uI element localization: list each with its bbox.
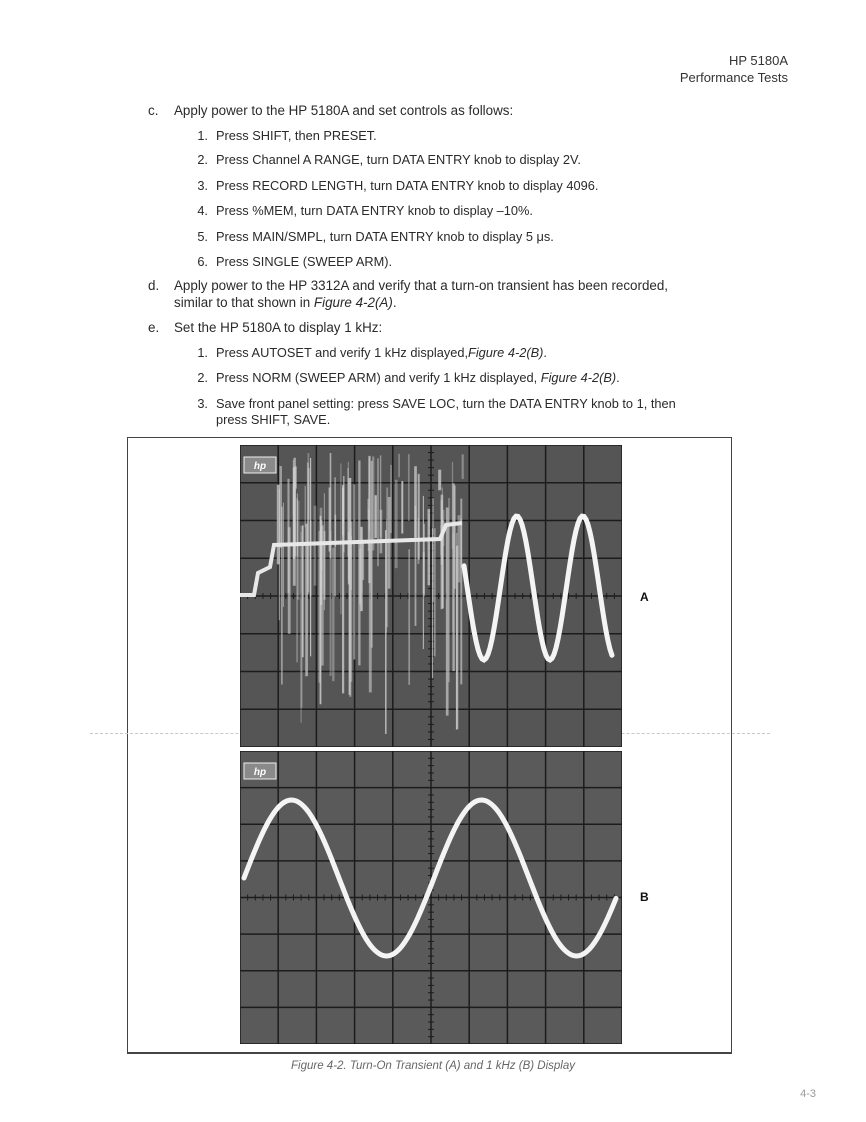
step-c-item-text: Press Channel A RANGE, turn DATA ENTRY knob to display 2V. <box>216 152 581 167</box>
header-section: Performance Tests <box>679 70 788 85</box>
screen-panel-a <box>240 445 622 747</box>
step-c-text: Apply power to the HP 5180A and set controls as follows: <box>174 103 514 118</box>
oscilloscope-screen-b <box>240 751 622 1044</box>
page-header <box>680 52 788 86</box>
step-c-item-text: Press SINGLE (SWEEP ARM). <box>216 254 393 269</box>
step-c-item-text: Press MAIN/SMPL, turn DATA ENTRY knob to display 5 μs. <box>216 229 554 244</box>
step-e-item-1-text: Press AUTOSET and verify 1 kHz displayed, <box>216 345 469 360</box>
step-c-item-number: 5. <box>197 229 208 244</box>
step-c-item-text: Press %MEM, turn DATA ENTRY knob to display –10%. <box>216 203 533 218</box>
oscilloscope-screen-a <box>240 445 622 747</box>
step-e-item-1-end: . <box>543 345 547 360</box>
step-c-item-number: 2. <box>197 152 208 167</box>
step-c-item-text: Press SHIFT, then PRESET. <box>216 128 377 143</box>
panel-a-label: A <box>640 590 649 604</box>
panel-b-label: B <box>640 890 649 904</box>
figure-reference: Figure 4-2(B) <box>468 345 544 360</box>
step-e-item-3-line1: Save front panel setting: press SAVE LOC, turn the DATA ENTRY knob to 1, then <box>216 396 676 411</box>
step-c-label: c. <box>148 103 159 118</box>
figure-reference: Figure 4-2(A) <box>313 295 393 310</box>
step-e-item-2-end: . <box>616 370 620 385</box>
step-c-item-number: 6. <box>197 254 208 269</box>
step-e-text: Set the HP 5180A to display 1 kHz: <box>174 320 383 335</box>
screen-panel-b <box>240 751 622 1044</box>
step-d-line2 <box>174 295 397 310</box>
step-e-item-number: 1. <box>197 345 208 360</box>
step-d-line2-suffix: . <box>392 295 397 310</box>
step-e-item-number: 2. <box>197 370 208 385</box>
step-d-line1: Apply power to the HP 3312A and verify that a turn-on transient has been recorded, <box>174 278 669 293</box>
step-e-item-text <box>216 345 547 360</box>
step-e-item-text <box>216 370 620 385</box>
step-c-item-text: Press RECORD LENGTH, turn DATA ENTRY knob to display 4096. <box>216 178 599 193</box>
step-d-label: d. <box>148 278 160 293</box>
figure-reference: Figure 4-2(B) <box>540 370 617 385</box>
step-d-line2-prefix: similar to that shown in <box>174 295 314 310</box>
page-number: 4-3 <box>800 1088 816 1100</box>
figure-caption: Figure 4-2. Turn-On Transient (A) and 1 kHz (B) Display <box>291 1060 575 1072</box>
hp-logo: hp <box>253 461 267 472</box>
step-e-label: e. <box>148 320 160 335</box>
hp-logo: hp <box>253 767 267 778</box>
header-model: HP 5180A <box>728 53 788 68</box>
step-e-item-2-text: Press NORM (SWEEP ARM) and verify 1 kHz displayed, <box>216 370 541 385</box>
step-e-item-number: 3. <box>197 396 208 411</box>
step-c-item-number: 1. <box>197 128 208 143</box>
step-c-item-number: 4. <box>197 203 208 218</box>
step-c-item-number: 3. <box>197 178 208 193</box>
step-e-item-3-line2: press SHIFT, SAVE. <box>216 412 331 427</box>
